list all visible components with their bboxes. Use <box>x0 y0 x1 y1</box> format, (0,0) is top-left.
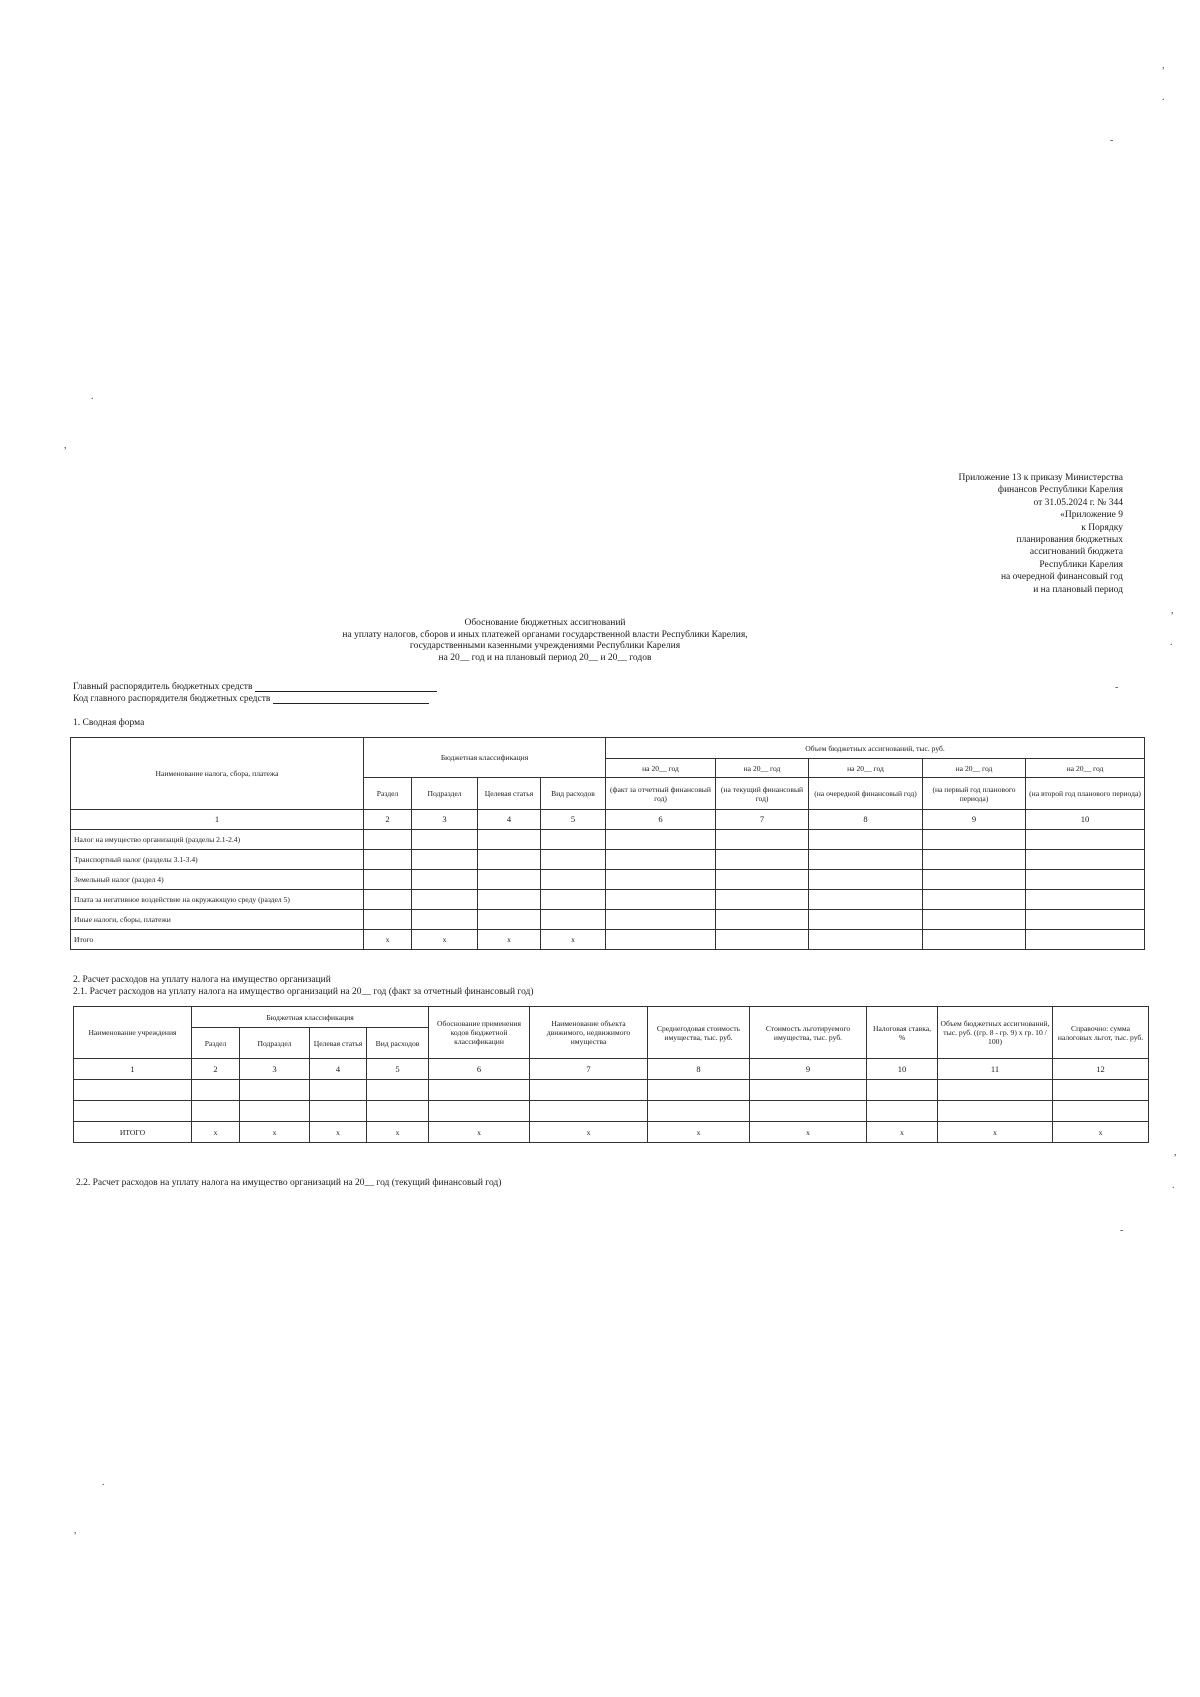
table-cell[interactable] <box>809 910 923 930</box>
title-line: Обоснование бюджетных ассигнований <box>464 618 626 628</box>
table-cell[interactable] <box>478 830 541 850</box>
table-cell[interactable] <box>923 870 1026 890</box>
table-cell[interactable] <box>923 850 1026 870</box>
row-label: Иные налоги, сборы, платежи <box>71 910 364 930</box>
section2-2-label: 2.2. Расчет расходов на уплату налога на имущество организаций на 20__ год (текущий финансовый год) <box>76 1178 502 1188</box>
table-cell[interactable] <box>192 1080 240 1101</box>
column-number: 12 <box>1053 1059 1149 1080</box>
table-cell[interactable] <box>310 1080 367 1101</box>
scan-speck: - <box>1110 135 1114 146</box>
table-cell[interactable] <box>1026 930 1145 950</box>
table-cell[interactable] <box>478 890 541 910</box>
header-class-col: Раздел <box>364 778 412 810</box>
scan-speck: . <box>1172 1180 1175 1191</box>
column-number: 8 <box>809 810 923 830</box>
table-cell[interactable] <box>364 910 412 930</box>
table-cell[interactable] <box>750 1101 867 1122</box>
table-cell[interactable] <box>240 1080 310 1101</box>
header-year: на 20__ год <box>716 759 809 778</box>
table-cell[interactable] <box>606 830 716 850</box>
table-cell[interactable] <box>74 1101 192 1122</box>
table-cell[interactable] <box>429 1080 530 1101</box>
column-number: 9 <box>923 810 1026 830</box>
column-number: 3 <box>240 1059 310 1080</box>
appendix-line: к Порядку <box>1081 522 1123 533</box>
column-number: 6 <box>429 1059 530 1080</box>
table-cell[interactable] <box>716 930 809 950</box>
title-line: государственными казенными учреждениями Республики Карелия <box>409 641 681 652</box>
table-cell[interactable] <box>1026 910 1145 930</box>
header-class-col: Вид расходов <box>367 1028 429 1059</box>
table-cell[interactable] <box>867 1080 938 1101</box>
table-cell[interactable] <box>867 1101 938 1122</box>
table-cell[interactable] <box>1026 890 1145 910</box>
table-cell[interactable] <box>606 930 716 950</box>
table-cell[interactable] <box>367 1080 429 1101</box>
table-row <box>71 870 1145 890</box>
table-row <box>71 830 1145 850</box>
table-cell[interactable] <box>541 890 606 910</box>
row-label: Плата за негативное воздействие на окружающую среду (раздел 5) <box>71 890 364 910</box>
header-class-col: Целевая статья <box>310 1028 367 1059</box>
total-mark: x <box>541 930 606 950</box>
appendix-line: Приложение 13 к приказу Министерства <box>958 473 1123 483</box>
header-exempt-value: Стоимость льготируемого имущества, тыс. руб. <box>750 1007 867 1059</box>
table-cell[interactable] <box>364 870 412 890</box>
table-cell[interactable] <box>412 870 478 890</box>
section1-label: 1. Сводная форма <box>73 718 145 728</box>
appendix-reference <box>763 472 1123 596</box>
header-tax-name: Наименование налога, сбора, платежа <box>71 738 364 810</box>
table-cell[interactable] <box>716 850 809 870</box>
table-cell[interactable] <box>364 830 412 850</box>
table-cell[interactable] <box>429 1101 530 1122</box>
column-number: 4 <box>310 1059 367 1080</box>
header-budget-class: Бюджетная классификация <box>192 1007 429 1028</box>
header-avg-value: Среднегодовая стоимость имущества, тыс. руб. <box>648 1007 750 1059</box>
table-cell[interactable] <box>648 1101 750 1122</box>
column-number: 10 <box>1026 810 1145 830</box>
total-mark: x <box>367 1122 429 1143</box>
total-row <box>71 930 1145 950</box>
table-cell[interactable] <box>750 1080 867 1101</box>
header-year-note: (на очередной финансовый год) <box>809 778 923 810</box>
scan-speck: , <box>64 440 67 451</box>
table-cell[interactable] <box>923 890 1026 910</box>
appendix-line: планирования бюджетных <box>1016 535 1123 546</box>
total-mark: x <box>192 1122 240 1143</box>
table-cell[interactable] <box>923 830 1026 850</box>
table-cell[interactable] <box>716 870 809 890</box>
scan-speck: - <box>1120 1225 1124 1236</box>
table-cell[interactable] <box>478 910 541 930</box>
table-cell[interactable] <box>716 890 809 910</box>
total-mark: x <box>240 1122 310 1143</box>
header-class-col: Вид расходов <box>541 778 606 810</box>
total-mark: x <box>867 1122 938 1143</box>
table-cell[interactable] <box>809 930 923 950</box>
chief-manager-field <box>73 681 437 692</box>
header-year-note: (на текущий финансовый год) <box>716 778 809 810</box>
title-line: на 20__ год и на плановый период 20__ и 20__ годов <box>438 652 652 663</box>
header-volume: Объем бюджетных ассигнований, тыс. руб. ((гр. 8 - гр. 9) x гр. 10 / 100) <box>938 1007 1053 1059</box>
chief-manager-blank[interactable] <box>255 681 437 692</box>
header-reference: Справочно: сумма налоговых льгот, тыс. руб. <box>1053 1007 1149 1059</box>
table-cell[interactable] <box>1026 870 1145 890</box>
column-number: 9 <box>750 1059 867 1080</box>
header-class-col: Раздел <box>192 1028 240 1059</box>
section2-label: 2. Расчет расходов на уплату налога на имущество организаций <box>73 975 331 985</box>
header-volume: Объем бюджетных ассигнований, тыс. руб. <box>606 738 1145 759</box>
chief-manager-label: Главный распорядитель бюджетных средств <box>73 682 253 692</box>
column-number: 2 <box>192 1059 240 1080</box>
table-cell[interactable] <box>1026 830 1145 850</box>
row-label: Земельный налог (раздел 4) <box>71 870 364 890</box>
column-number: 11 <box>938 1059 1053 1080</box>
header-class-col: Подраздел <box>412 778 478 810</box>
table-cell[interactable] <box>364 890 412 910</box>
scan-speck: , <box>1162 60 1165 71</box>
table-cell[interactable] <box>923 930 1026 950</box>
table-cell[interactable] <box>1053 1101 1149 1122</box>
total-row <box>74 1122 1149 1143</box>
table-cell[interactable] <box>809 890 923 910</box>
chief-manager-code-field <box>73 693 429 704</box>
header-year: на 20__ год <box>606 759 716 778</box>
table-cell[interactable] <box>541 870 606 890</box>
column-number: 5 <box>367 1059 429 1080</box>
chief-manager-code-blank[interactable] <box>273 693 429 704</box>
scan-speck: . <box>91 391 94 402</box>
table-cell[interactable] <box>192 1101 240 1122</box>
total-mark: x <box>648 1122 750 1143</box>
table-cell[interactable] <box>541 850 606 870</box>
table-cell[interactable] <box>412 890 478 910</box>
column-number: 1 <box>71 810 364 830</box>
table-cell[interactable] <box>364 850 412 870</box>
total-mark: x <box>429 1122 530 1143</box>
total-mark: x <box>364 930 412 950</box>
total-mark: x <box>1053 1122 1149 1143</box>
header-justification: Обоснование применения кодов бюджетной классификации <box>429 1007 530 1059</box>
title-line: на уплату налогов, сборов и иных платежей органами государственной власти Республики Карелия, <box>342 629 748 640</box>
scan-speck: - <box>1115 682 1119 693</box>
header-year: на 20__ год <box>809 759 923 778</box>
row-label: Итого <box>71 930 364 950</box>
table-row <box>74 1080 1149 1101</box>
summary-table <box>70 737 1145 950</box>
total-mark: x <box>938 1122 1053 1143</box>
header-object-name: Наименование объекта движимого, недвижимого имущества <box>530 1007 648 1059</box>
table-cell[interactable] <box>809 830 923 850</box>
table-cell[interactable] <box>412 830 478 850</box>
scan-speck: , <box>1171 605 1174 616</box>
table-cell[interactable] <box>606 850 716 870</box>
table-cell[interactable] <box>541 830 606 850</box>
scan-speck: , <box>74 1525 77 1536</box>
table-cell[interactable] <box>606 910 716 930</box>
column-number: 8 <box>648 1059 750 1080</box>
appendix-line: Республики Карелия <box>1039 559 1123 570</box>
column-number: 5 <box>541 810 606 830</box>
header-year: на 20__ год <box>923 759 1026 778</box>
table-cell[interactable] <box>716 910 809 930</box>
appendix-line: и на плановый период <box>1033 584 1123 595</box>
table-row <box>71 890 1145 910</box>
appendix-line: «Приложение 9 <box>1060 510 1123 521</box>
header-institution: Наименование учреждения <box>74 1007 192 1059</box>
row-label: Транспортный налог (разделы 3.1-3.4) <box>71 850 364 870</box>
total-mark: x <box>478 930 541 950</box>
table-cell[interactable] <box>412 850 478 870</box>
table-cell[interactable] <box>530 1101 648 1122</box>
appendix-line: на очередной финансовый год <box>1000 572 1123 583</box>
total-mark: x <box>310 1122 367 1143</box>
column-number: 4 <box>478 810 541 830</box>
chief-manager-code-label: Код главного распорядителя бюджетных средств <box>73 694 271 704</box>
table-cell[interactable] <box>478 870 541 890</box>
total-mark: x <box>750 1122 867 1143</box>
total-label: ИТОГО <box>74 1122 192 1143</box>
table-cell[interactable] <box>606 890 716 910</box>
table-cell[interactable] <box>1026 850 1145 870</box>
table-row <box>74 1101 1149 1122</box>
total-mark: x <box>412 930 478 950</box>
table-cell[interactable] <box>938 1101 1053 1122</box>
column-number: 1 <box>74 1059 192 1080</box>
column-number: 10 <box>867 1059 938 1080</box>
scan-speck: . <box>1162 92 1165 103</box>
scan-speck: , <box>1174 1147 1177 1158</box>
header-class-col: Целевая статья <box>478 778 541 810</box>
header-year-note: (на первый год планового периода) <box>923 778 1026 810</box>
total-mark: x <box>530 1122 648 1143</box>
section2-1-label: 2.1. Расчет расходов на уплату налога на имущество организаций на 20__ год (факт за отчетный финансовый год) <box>73 987 534 997</box>
table-cell[interactable] <box>367 1101 429 1122</box>
header-year-note: (факт за отчетный финансовый год) <box>606 778 716 810</box>
table-cell[interactable] <box>74 1080 192 1101</box>
table-cell[interactable] <box>809 870 923 890</box>
scan-speck: . <box>1170 637 1173 648</box>
appendix-line: ассигнований бюджета <box>1029 547 1123 558</box>
header-year: на 20__ год <box>1026 759 1145 778</box>
table-cell[interactable] <box>923 910 1026 930</box>
appendix-line: от 31.05.2024 г. № 344 <box>1033 497 1123 508</box>
table-cell[interactable] <box>1053 1080 1149 1101</box>
table-cell[interactable] <box>240 1101 310 1122</box>
table-cell[interactable] <box>606 870 716 890</box>
table-cell[interactable] <box>478 850 541 870</box>
table-cell[interactable] <box>716 830 809 850</box>
header-year-note: (на второй год планового периода) <box>1026 778 1145 810</box>
table-cell[interactable] <box>809 850 923 870</box>
table-row <box>71 910 1145 930</box>
header-budget-class: Бюджетная классификация <box>364 738 606 778</box>
column-number: 2 <box>364 810 412 830</box>
table-cell[interactable] <box>530 1080 648 1101</box>
row-label: Налог на имущество организаций (разделы 2.1-2.4) <box>71 830 364 850</box>
table-cell[interactable] <box>648 1080 750 1101</box>
appendix-line: финансов Республики Карелия <box>997 485 1123 496</box>
column-number: 7 <box>530 1059 648 1080</box>
table-cell[interactable] <box>310 1101 367 1122</box>
table-row <box>71 850 1145 870</box>
header-tax-rate: Налоговая ставка, % <box>867 1007 938 1059</box>
header-class-col: Подраздел <box>240 1028 310 1059</box>
table-cell[interactable] <box>938 1080 1053 1101</box>
document-title <box>330 618 760 664</box>
column-number: 6 <box>606 810 716 830</box>
column-number: 7 <box>716 810 809 830</box>
table-cell[interactable] <box>541 910 606 930</box>
property-tax-table <box>73 1006 1149 1143</box>
scan-speck: . <box>102 1477 105 1488</box>
column-number: 3 <box>412 810 478 830</box>
table-cell[interactable] <box>412 910 478 930</box>
